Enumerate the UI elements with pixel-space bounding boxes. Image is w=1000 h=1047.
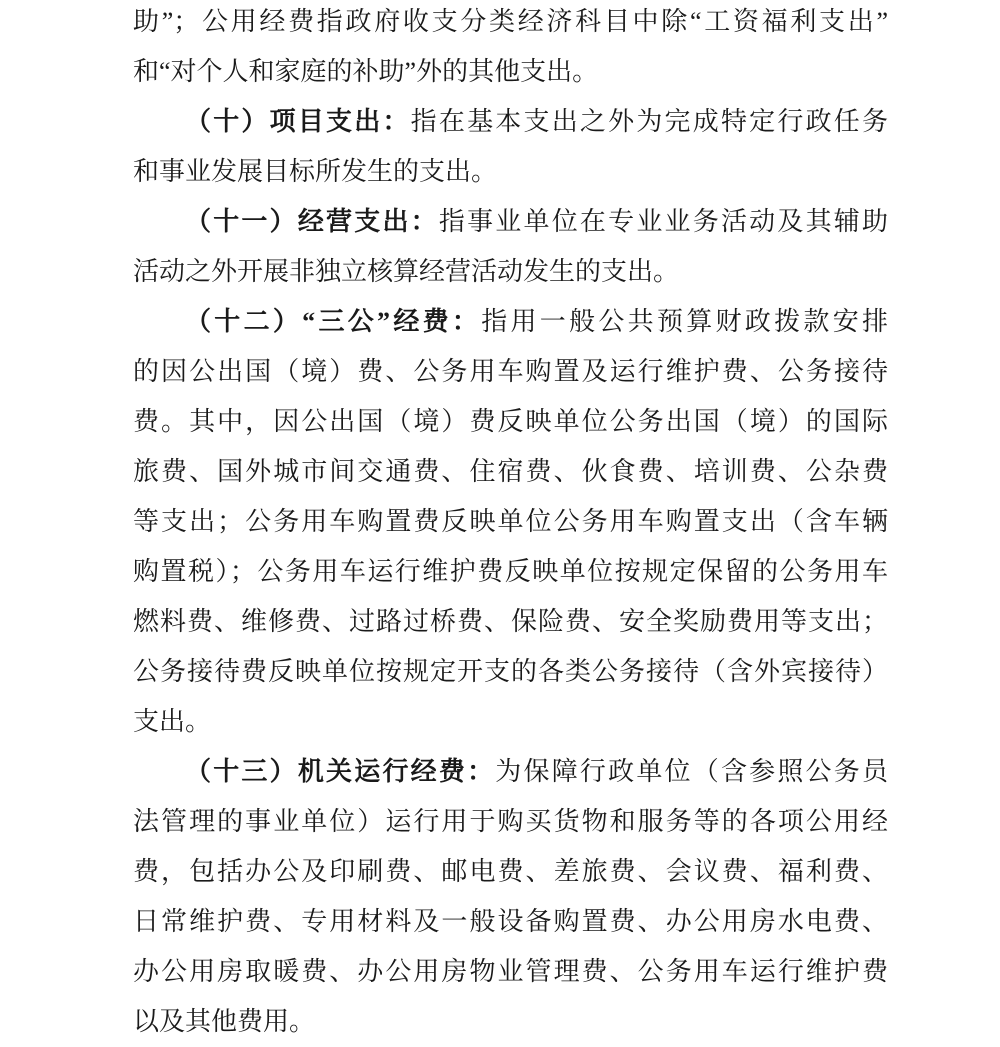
text-line	[133, 547, 888, 597]
text-run: 和“对个人和家庭的补助”外的其他支出。	[133, 57, 599, 86]
text-run: 指用一般公共预算财政拨款安排	[481, 307, 888, 336]
text-run: 法管理的事业单位）运行用于购买货物和服务等的各项公用经	[133, 807, 888, 836]
section-heading-run: （十）项目支出：	[185, 107, 411, 136]
text-line	[133, 947, 888, 997]
text-run: 费。其中，因公出国（境）费反映单位公务出国（境）的国际	[133, 407, 888, 436]
text-line	[133, 747, 888, 797]
text-line	[133, 97, 888, 147]
text-line	[133, 847, 888, 897]
text-line	[133, 897, 888, 947]
text-block	[133, 0, 888, 1047]
text-run: 活动之外开展非独立核算经营活动发生的支出。	[133, 257, 680, 286]
text-run: 办公用房取暖费、办公用房物业管理费、公务用车运行维护费	[133, 957, 888, 986]
text-line	[133, 397, 888, 447]
section-heading-run: （十三）机关运行经费：	[185, 757, 496, 786]
text-line	[133, 797, 888, 847]
text-run: 购置税）；公务用车运行维护费反映单位按规定保留的公务用车	[133, 557, 888, 586]
text-line	[133, 497, 888, 547]
text-line	[133, 47, 888, 97]
text-line	[133, 0, 888, 47]
text-run: 日常维护费、专用材料及一般设备购置费、办公用房水电费、	[133, 907, 888, 936]
text-run: 费，包括办公及印刷费、邮电费、差旅费、会议费、福利费、	[133, 857, 888, 886]
text-run: 为保障行政单位（含参照公务员	[495, 757, 888, 786]
text-line	[133, 247, 888, 297]
text-run: 和事业发展目标所发生的支出。	[133, 157, 498, 186]
text-line	[133, 697, 888, 747]
text-line	[133, 297, 888, 347]
text-line	[133, 447, 888, 497]
text-run: 指事业单位在专业业务活动及其辅助	[438, 207, 888, 236]
text-run: 旅费、国外城市间交通费、住宿费、伙食费、培训费、公杂费	[133, 457, 888, 486]
text-run: 燃料费、维修费、过路过桥费、保险费、安全奖励费用等支出；	[133, 607, 888, 636]
text-run: 指在基本支出之外为完成特定行政任务	[410, 107, 888, 136]
text-line	[133, 147, 888, 197]
text-run: 的因公出国（境）费、公务用车购置及运行维护费、公务接待	[133, 357, 888, 386]
text-line	[133, 597, 888, 647]
text-run: 等支出；公务用车购置费反映单位公务用车购置支出（含车辆	[133, 507, 888, 536]
text-run: 助”；公用经费指政府收支分类经济科目中除“工资福利支出”	[133, 7, 888, 36]
text-line	[133, 997, 888, 1047]
text-run: 支出。	[133, 707, 212, 736]
text-run: 公务接待费反映单位按规定开支的各类公务接待（含外宾接待）	[133, 657, 888, 686]
section-heading-run: （十一）经营支出：	[185, 207, 439, 236]
text-line	[133, 197, 888, 247]
text-run: 以及其他费用。	[133, 1007, 316, 1036]
section-heading-run: （十二）“三公”经费：	[185, 307, 482, 336]
text-line	[133, 347, 888, 397]
text-line	[133, 647, 888, 697]
